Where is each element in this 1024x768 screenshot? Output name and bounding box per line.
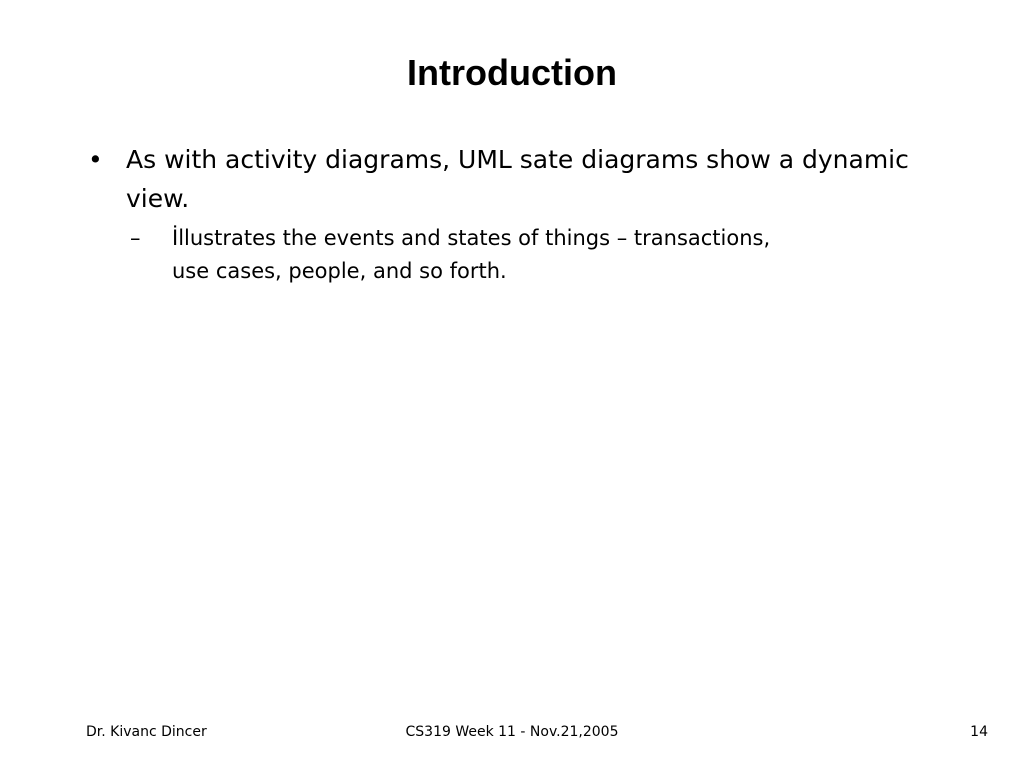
footer-course: CS319 Week 11 - Nov.21,2005 xyxy=(405,724,619,740)
sub-bullet-marker: – xyxy=(130,226,141,250)
bullet-list xyxy=(84,140,944,288)
footer-author: Dr. Kivanc Dincer xyxy=(86,724,207,740)
sub-bullet-item xyxy=(126,222,782,288)
bullet-marker: • xyxy=(88,145,103,174)
sub-bullet-list xyxy=(126,222,944,288)
footer-page-number: 14 xyxy=(970,724,988,740)
bullet-text: As with activity diagrams, UML sate diagrams show a dynamic view. xyxy=(126,145,909,213)
sub-bullet-text: İllustrates the events and states of things – transactions, use cases, people, and so forth. xyxy=(172,226,771,283)
bullet-item xyxy=(84,140,944,288)
slide-title: Introduction xyxy=(407,52,617,93)
